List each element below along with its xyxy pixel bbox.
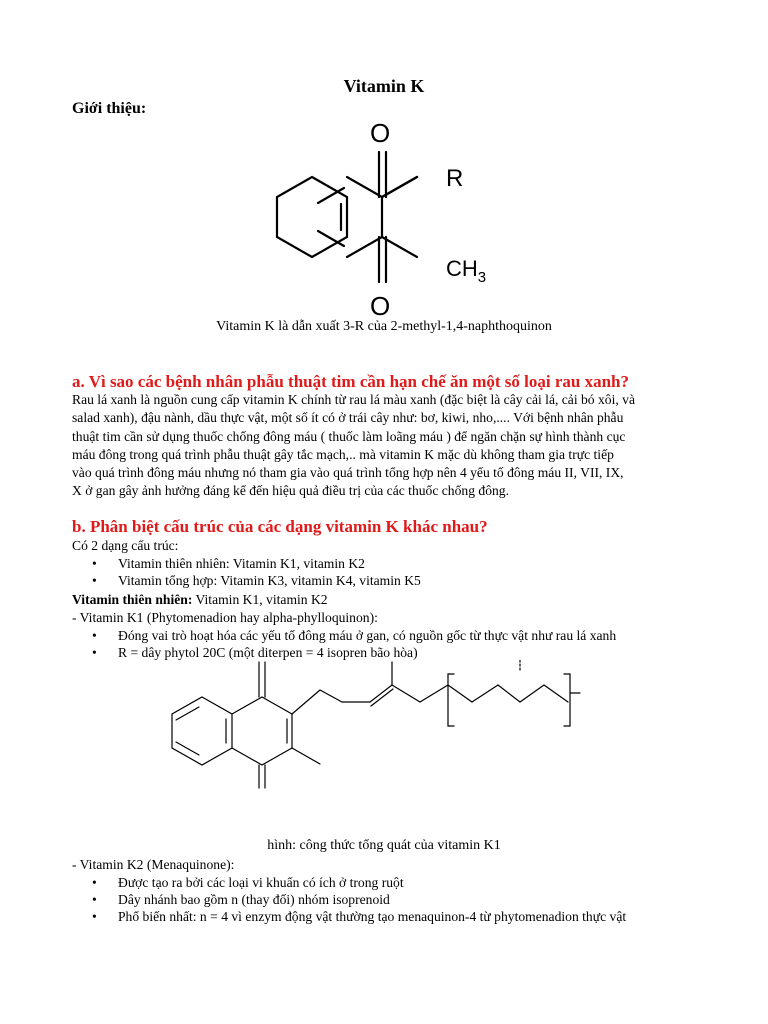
o-bottom-label: O bbox=[370, 291, 391, 321]
answer-a-line: thuật tim cần sử dụng thuốc chống đông máu ( thuốc làm loãng máu ) để ngăn chặn sự hình thành cục bbox=[72, 428, 626, 444]
natural-text: Vitamin K1, vitamin K2 bbox=[192, 592, 328, 607]
k1-list bbox=[72, 627, 616, 661]
answer-a-line: X ở gan gây ảnh hưởng đáng kể đến hiệu quả điều trị của các thuốc chống đông. bbox=[72, 483, 509, 499]
question-b: b. Phân biệt cấu trúc của các dạng vitamin K khác nhau? bbox=[72, 517, 488, 536]
answer-a-line: máu đông trong quá trình phẫu thuật gây tắc mạch,.. mà vitamin K mặc dù không tham gia trực tiếp bbox=[72, 446, 614, 462]
list-item: • Vitamin thiên nhiên: Vitamin K1, vitamin K2 bbox=[72, 555, 421, 572]
vitamin-k1-structure bbox=[160, 660, 610, 820]
figure1-caption: Vitamin K là dẫn xuất 3-R của 2-methyl-1,4-naphthoquinon bbox=[216, 319, 552, 334]
o-top-label: O bbox=[370, 118, 391, 148]
list-item: • Được tạo ra bởi các loại vi khuẩn có ích ở trong ruột bbox=[72, 874, 626, 891]
answer-a bbox=[72, 391, 698, 501]
naphthoquinone-structure bbox=[240, 118, 540, 323]
forms-intro: Có 2 dạng cấu trúc: bbox=[72, 538, 179, 553]
question-a: a. Vì sao các bệnh nhân phẫu thuật tim cần hạn chế ăn một số loại rau xanh? bbox=[72, 372, 630, 391]
list-item: • Đóng vai trò hoạt hóa các yếu tố đông máu ở gan, có nguồn gốc từ thực vật như rau lá xanh bbox=[72, 627, 616, 644]
r-label: R bbox=[446, 165, 464, 192]
k2-list bbox=[72, 874, 626, 925]
list-item: • Dây nhánh bao gồm n (thay đổi) nhóm isoprenoid bbox=[72, 891, 626, 908]
k1-heading: - Vitamin K1 (Phytomenadion hay alpha-phylloquinon): bbox=[72, 610, 378, 625]
natural-vitamins-line bbox=[72, 591, 328, 608]
answer-a-line: vào quá trình đông máu nhưng nó tham gia vào quá trình tổng hợp nên 4 yếu tố đông máu II, VII, IX, bbox=[72, 465, 624, 481]
forms-list bbox=[72, 555, 421, 589]
list-item: • Phổ biến nhất: n = 4 vì enzym động vật thường tạo menaquinon-4 từ phytomenadion thực vật bbox=[72, 908, 626, 925]
ch3-label: $CH_3$ bbox=[446, 256, 487, 286]
intro-heading: Giới thiệu: bbox=[72, 100, 147, 117]
k2-heading: - Vitamin K2 (Menaquinone): bbox=[72, 857, 235, 872]
figure2-caption: hình: công thức tổng quát của vitamin K1 bbox=[267, 838, 501, 853]
list-item: • Vitamin tổng hợp: Vitamin K3, vitamin K4, vitamin K5 bbox=[72, 572, 421, 589]
answer-a-line: Rau lá xanh là nguồn cung cấp vitamin K chính từ rau lá màu xanh (đặc biệt là cây cải lá, cải bó xôi, và bbox=[72, 392, 636, 407]
page-title: Vitamin K bbox=[343, 76, 425, 96]
natural-label: Vitamin thiên nhiên: bbox=[72, 592, 193, 607]
answer-a-line: salad xanh), đậu nành, dầu thực vật, một số ít có ở trái cây như: bơ, kiwi, nho,.... Với bệnh nhân phẫu bbox=[72, 410, 624, 426]
list-item: • R = dây phytol 20C (một diterpen = 4 isopren bão hòa) bbox=[72, 644, 616, 661]
